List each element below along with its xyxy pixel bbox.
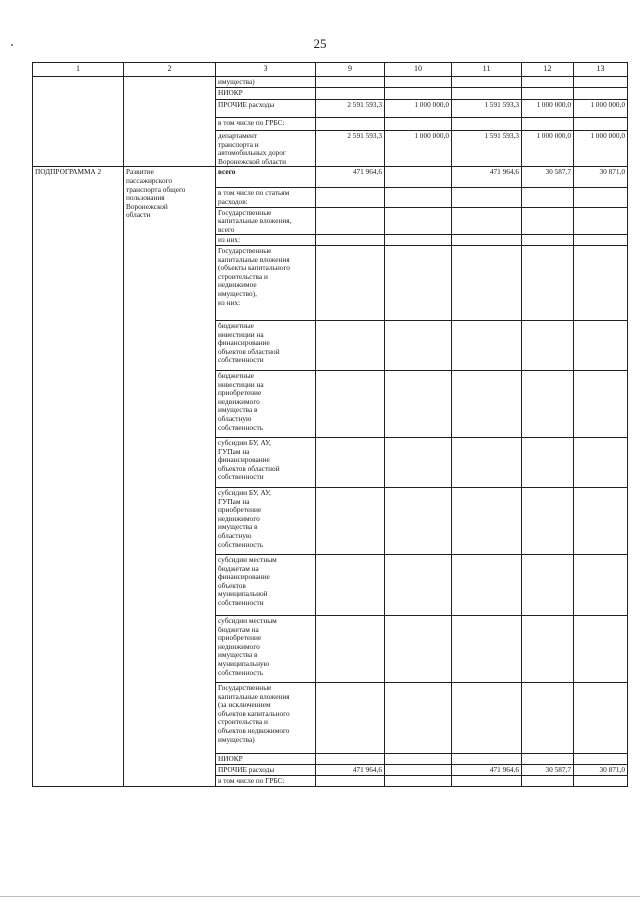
col3-cell: субсидии местным бюджетам на приобретение недвижимого имущества в муниципальную собственность xyxy=(216,615,316,682)
col11-value xyxy=(452,554,522,615)
col11-value: 471 964,6 xyxy=(452,167,522,188)
col3-cell: НИОКР xyxy=(216,753,316,764)
col1-cell xyxy=(33,77,124,167)
col10-value xyxy=(385,370,452,437)
col12-value xyxy=(522,118,574,131)
col13-value xyxy=(574,88,628,100)
col10-value xyxy=(385,207,452,235)
col10-value xyxy=(385,245,452,320)
col9-value xyxy=(316,207,385,235)
col3-cell: из них: xyxy=(216,235,316,246)
col13-value xyxy=(574,437,628,487)
col3-cell: Государственные капитальные вложения, всего xyxy=(216,207,316,235)
col9-value xyxy=(316,487,385,554)
table-row xyxy=(33,77,628,88)
col11-value: 1 591 593,3 xyxy=(452,100,522,118)
col11-value xyxy=(452,615,522,682)
col2-cell xyxy=(124,77,216,167)
header-cell: 10 xyxy=(385,63,452,77)
col11-value xyxy=(452,88,522,100)
col10-value xyxy=(385,437,452,487)
table-row xyxy=(33,167,628,188)
col9-value xyxy=(316,615,385,682)
col13-value xyxy=(574,370,628,437)
header-cell: 11 xyxy=(452,63,522,77)
col13-value xyxy=(574,615,628,682)
header-cell: 3 xyxy=(216,63,316,77)
header-row xyxy=(33,63,628,77)
col12-value xyxy=(522,207,574,235)
col11-value xyxy=(452,320,522,370)
col11-value xyxy=(452,682,522,753)
col12-value xyxy=(522,554,574,615)
col10-value: 1 000 000,0 xyxy=(385,131,452,167)
col10-value xyxy=(385,167,452,188)
col12-value xyxy=(522,88,574,100)
col10-value: 1 000 000,0 xyxy=(385,100,452,118)
col3-cell: субсидии БУ, АУ, ГУПам на приобретение недвижимого имущества в областную собственность xyxy=(216,487,316,554)
col12-value xyxy=(522,753,574,764)
col3-cell: бюджетные инвестиции на финансирование объектов областной собственности xyxy=(216,320,316,370)
col13-value: 1 000 000,0 xyxy=(574,131,628,167)
col9-value xyxy=(316,88,385,100)
col12-value: 1 000 000,0 xyxy=(522,100,574,118)
col13-value xyxy=(574,235,628,246)
col10-value xyxy=(385,682,452,753)
col3-cell: в том числе по статьям расходов: xyxy=(216,188,316,207)
col10-value xyxy=(385,77,452,88)
col9-value: 2 591 593,3 xyxy=(316,131,385,167)
col9-value: 2 591 593,3 xyxy=(316,100,385,118)
col3-cell: бюджетные инвестиции на приобретение недвижимого имущества в областную собственность xyxy=(216,370,316,437)
col10-value xyxy=(385,118,452,131)
col12-value xyxy=(522,320,574,370)
header-cell: 1 xyxy=(33,63,124,77)
col12-value xyxy=(522,682,574,753)
col11-value xyxy=(452,235,522,246)
col12-value: 1 000 000,0 xyxy=(522,131,574,167)
col13-value xyxy=(574,320,628,370)
col12-value: 30 587,7 xyxy=(522,764,574,775)
col11-value xyxy=(452,775,522,786)
col10-value xyxy=(385,753,452,764)
col3-cell: НИОКР xyxy=(216,88,316,100)
col9-value xyxy=(316,188,385,207)
col3-cell: субсидии местным бюджетам на финансирование объектов муниципальной собственности xyxy=(216,554,316,615)
col9-value xyxy=(316,370,385,437)
col3-cell: ПРОЧИЕ расходы xyxy=(216,100,316,118)
col3-cell: Государственные капитальные вложения (за исключением объектов капитального строительства и объектов недвижимого имущества) xyxy=(216,682,316,753)
col3-cell: Государственные капитальные вложения (объекты капитального строительства и недвижимое имущество), из них: xyxy=(216,245,316,320)
page-edge-line xyxy=(0,896,640,897)
col10-value xyxy=(385,554,452,615)
col3-cell: в том числе по ГРБС: xyxy=(216,775,316,786)
col9-value xyxy=(316,77,385,88)
col12-value: 30 587,7 xyxy=(522,167,574,188)
col13-value xyxy=(574,753,628,764)
col11-value xyxy=(452,118,522,131)
col11-value: 1 591 593,3 xyxy=(452,131,522,167)
col12-value xyxy=(522,77,574,88)
col12-value xyxy=(522,437,574,487)
col10-value xyxy=(385,764,452,775)
col11-value xyxy=(452,77,522,88)
col12-value xyxy=(522,245,574,320)
col10-value xyxy=(385,88,452,100)
col11-value: 471 964,6 xyxy=(452,764,522,775)
col3-cell: в том числе по ГРБС: xyxy=(216,118,316,131)
col12-value xyxy=(522,615,574,682)
col3-cell: ПРОЧИЕ расходы xyxy=(216,764,316,775)
col9-value xyxy=(316,437,385,487)
col13-value xyxy=(574,487,628,554)
col11-value xyxy=(452,245,522,320)
col10-value xyxy=(385,320,452,370)
col9-value: 471 964,6 xyxy=(316,167,385,188)
col13-value xyxy=(574,775,628,786)
col13-value: 30 871,0 xyxy=(574,167,628,188)
col9-value xyxy=(316,682,385,753)
col9-value xyxy=(316,753,385,764)
col9-value xyxy=(316,118,385,131)
col9-value xyxy=(316,235,385,246)
col13-value: 30 871,0 xyxy=(574,764,628,775)
col3-cell: всего xyxy=(216,167,316,188)
col11-value xyxy=(452,753,522,764)
header-cell: 9 xyxy=(316,63,385,77)
col12-value xyxy=(522,188,574,207)
col12-value xyxy=(522,487,574,554)
col13-value xyxy=(574,118,628,131)
col2-cell: Развитие пассажирского транспорта общего пользования Воронежской области xyxy=(124,167,216,786)
col10-value xyxy=(385,188,452,207)
col3-cell: имущества) xyxy=(216,77,316,88)
col11-value xyxy=(452,207,522,235)
col11-value xyxy=(452,370,522,437)
col11-value xyxy=(452,437,522,487)
col9-value xyxy=(316,775,385,786)
col9-value: 471 964,6 xyxy=(316,764,385,775)
page-number: 25 xyxy=(313,36,327,51)
budget-table xyxy=(32,62,628,787)
col13-value xyxy=(574,245,628,320)
header-cell: 12 xyxy=(522,63,574,77)
col12-value xyxy=(522,370,574,437)
col10-value xyxy=(385,235,452,246)
col13-value xyxy=(574,77,628,88)
col13-value xyxy=(574,554,628,615)
col11-value xyxy=(452,188,522,207)
col12-value xyxy=(522,235,574,246)
col10-value xyxy=(385,775,452,786)
col13-value xyxy=(574,207,628,235)
col12-value xyxy=(522,775,574,786)
header-cell: 2 xyxy=(124,63,216,77)
col3-cell: субсидии БУ, АУ, ГУПам на финансирование объектов областной собственности xyxy=(216,437,316,487)
col11-value xyxy=(452,487,522,554)
col10-value xyxy=(385,487,452,554)
col9-value xyxy=(316,320,385,370)
col3-cell: департамент транспорта и автомобильных дорог Воронежской области xyxy=(216,131,316,167)
col9-value xyxy=(316,245,385,320)
col10-value xyxy=(385,615,452,682)
col13-value xyxy=(574,682,628,753)
header-cell: 13 xyxy=(574,63,628,77)
col13-value xyxy=(574,188,628,207)
col1-cell: ПОДПРОГРАММА 2 xyxy=(33,167,124,786)
col9-value xyxy=(316,554,385,615)
col13-value: 1 000 000,0 xyxy=(574,100,628,118)
